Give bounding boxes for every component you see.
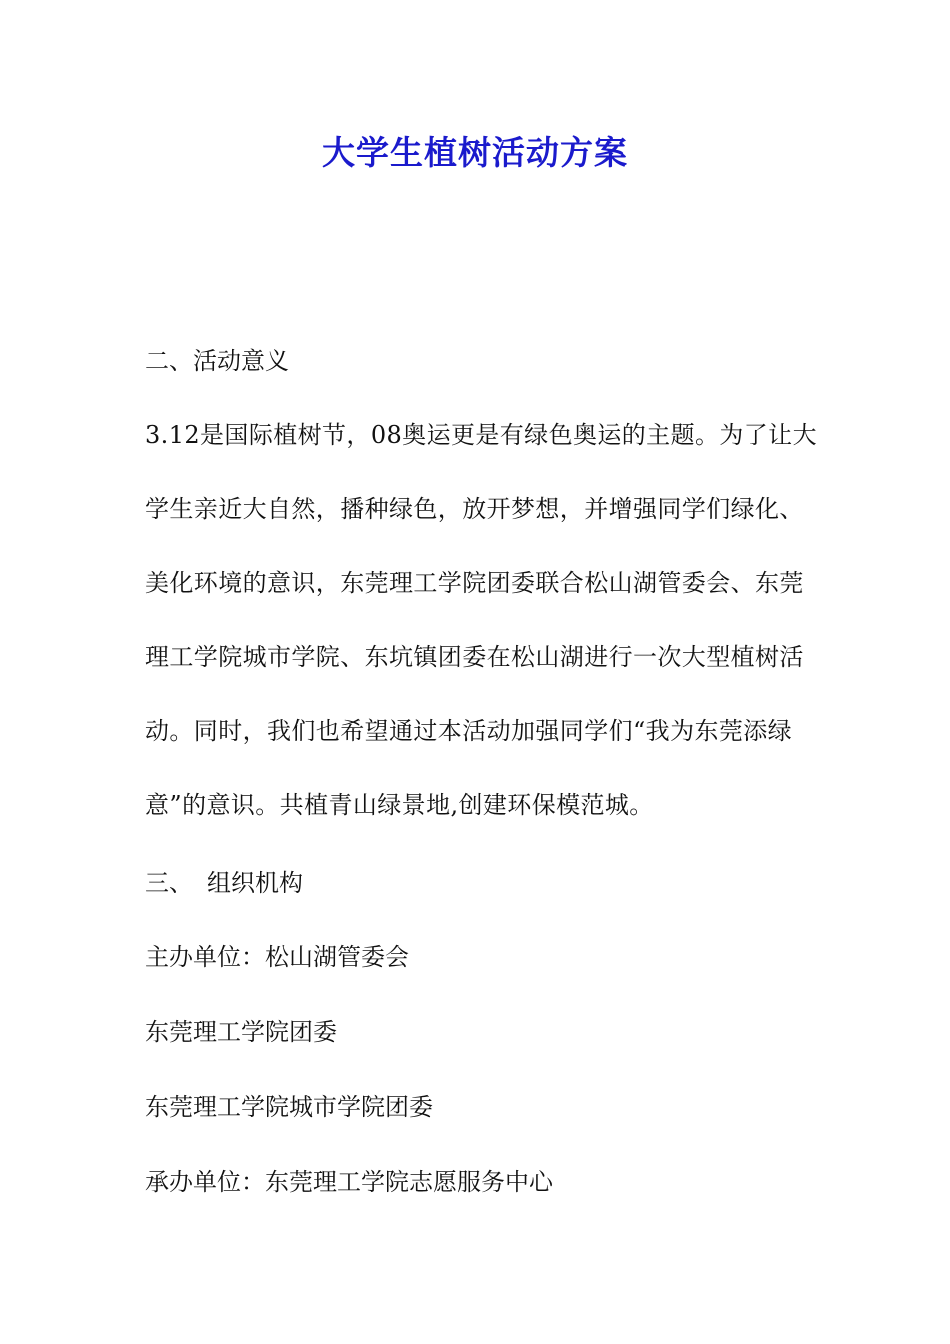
paragraph-line: 3.12是国际植树节，08奥运更是有绿色奥运的主题。为了让大 — [145, 421, 817, 449]
section-heading-organization — [145, 846, 810, 920]
section-heading-text: 组织机构 — [207, 869, 303, 897]
section-heading-activity-significance: 二、活动意义 — [145, 347, 289, 375]
section-number: 三、 — [145, 869, 193, 897]
document-title: 大学生植树活动方案 — [322, 133, 628, 172]
paragraph-line: 美化环境的意识，东莞理工学院团委联合松山湖管委会、东莞 — [145, 569, 804, 597]
organizer-item: 东莞理工学院团委 — [145, 1018, 337, 1046]
paragraph-line: 动。同时，我们也希望通过本活动加强同学们“我为东莞添绿 — [145, 717, 793, 745]
organization-list — [145, 920, 810, 1220]
organizer-item: 东莞理工学院城市学院团委 — [145, 1093, 433, 1121]
paragraph-line: 理工学院城市学院、东坑镇团委在松山湖进行一次大型植树活 — [145, 643, 804, 671]
paragraph-line: 学生亲近大自然，播种绿色，放开梦想，并增强同学们绿化、 — [145, 495, 804, 523]
paragraph-line: 意”的意识。共植青山绿景地,创建环保模范城。 — [145, 791, 654, 819]
activity-significance-paragraph — [145, 398, 817, 842]
organizer-item: 主办单位：松山湖管委会 — [145, 943, 409, 971]
organizer-item: 承办单位：东莞理工学院志愿服务中心 — [145, 1168, 553, 1196]
